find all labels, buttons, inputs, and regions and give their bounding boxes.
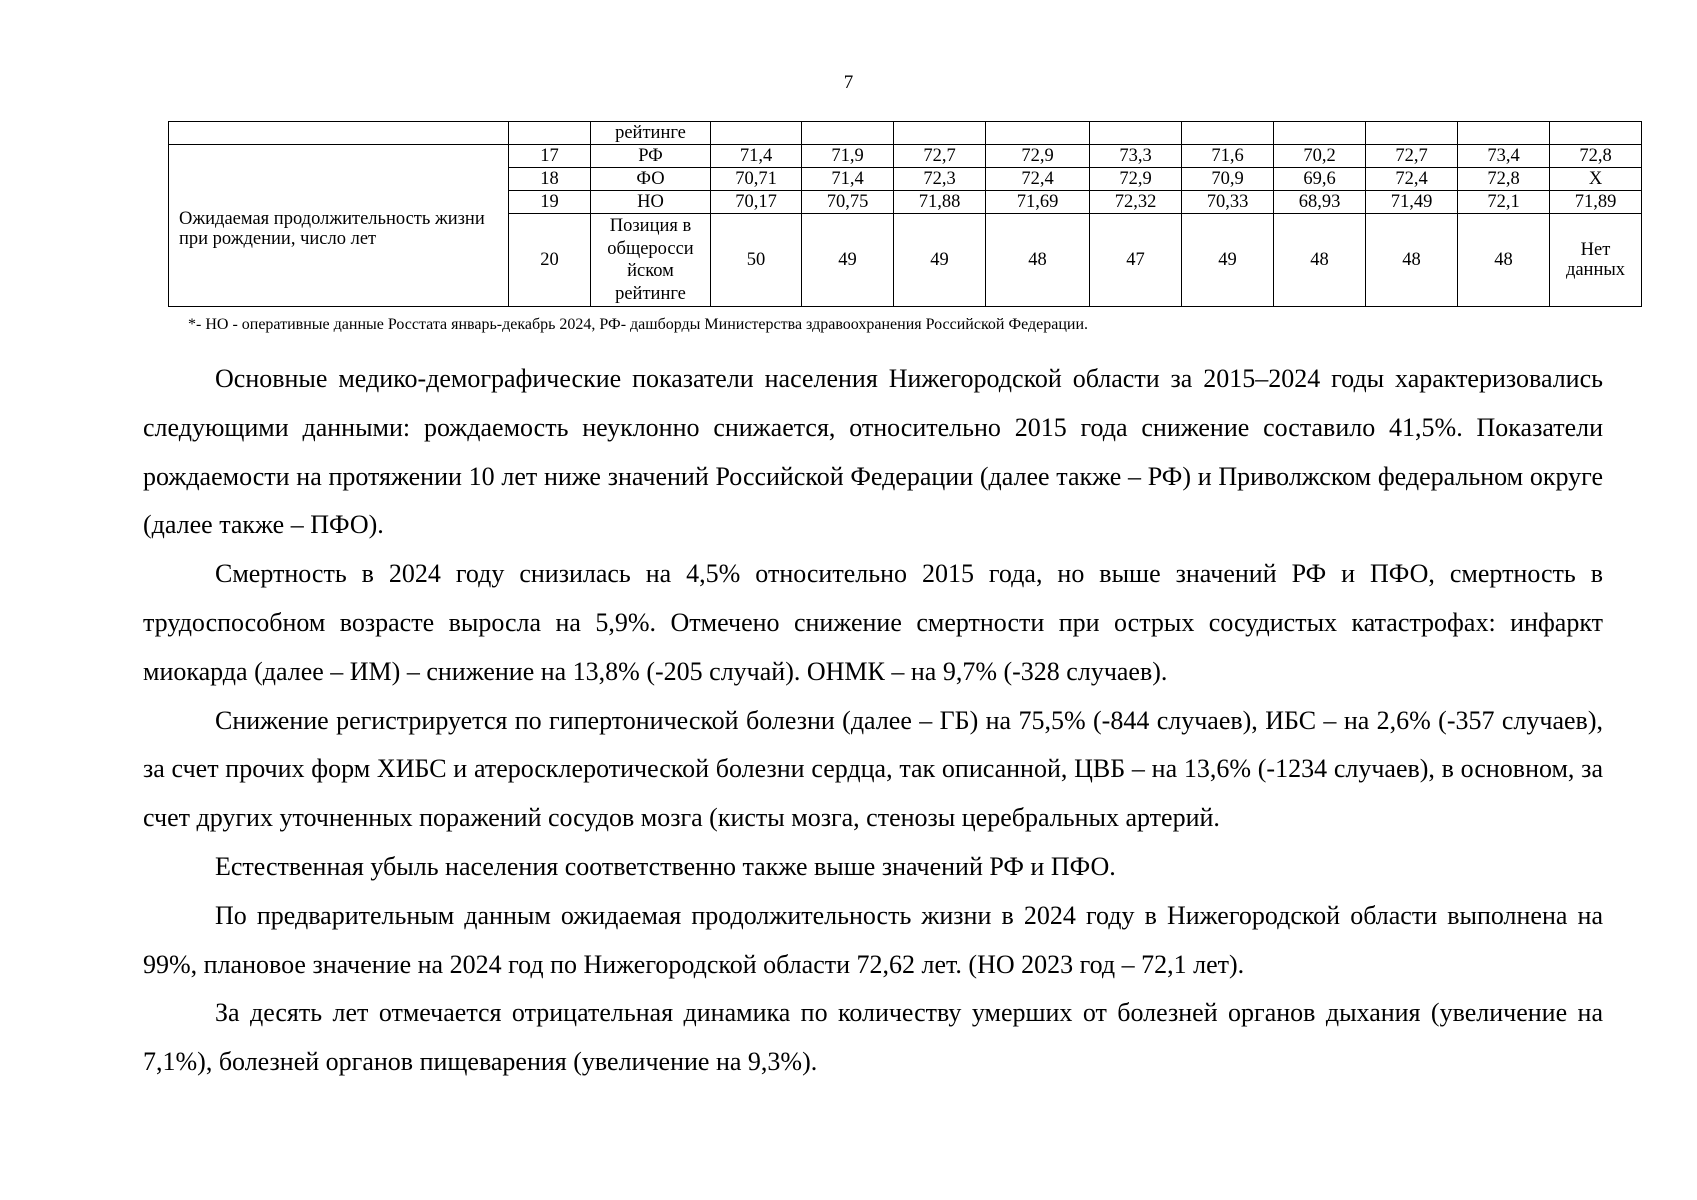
table-cell: 68,93: [1274, 191, 1366, 214]
paragraph: По предварительным данным ожидаемая продолжительность жизни в 2024 году в Нижегородской области выполнена на 99%, плановое значение на 2024 год по Нижегородской области 72,62 лет. (НО 2023 год – 72,1 лет).: [143, 900, 1603, 979]
paragraph: Основные медико-демографические показатели населения Нижегородской области за 2015–2024 годы характеризовались следующими данными: рождаемость неуклонно снижается, относительно 2015 года снижение составило 41,5%. Показатели рождаемости на протяжении 10 лет ниже значений Российской Федерации (далее также – РФ) и Приволжском федеральном округе (далее также – ПФО).: [143, 364, 1603, 540]
table-cell: 71,88: [894, 191, 986, 214]
table-cell: 48: [1274, 214, 1366, 307]
paragraph: Снижение регистрируется по гипертонической болезни (далее – ГБ) на 75,5% (-844 случаев), ИБС – на 2,6% (-357 случаев), за счет прочих форм ХИБС и атеросклеротической болезни сердца, так описанной, ЦВБ – на 13,6% (-1234 случаев), в основном, за счет других уточненных поражений сосудов мозга (кисты мозга, стенозы церебральных артерий.: [143, 705, 1603, 833]
row-label-line: Позиция в: [609, 216, 692, 236]
table-cell: 48: [1366, 214, 1458, 307]
table-cell: 70,33: [1182, 191, 1274, 214]
table-cell: [169, 122, 509, 145]
text-body: [143, 355, 1603, 1087]
table-cell: 48: [986, 214, 1090, 307]
row-label: [591, 214, 711, 307]
table-cell: 72,9: [986, 145, 1090, 168]
table-cell: рейтинге: [591, 122, 711, 145]
table-cell: 73,4: [1458, 145, 1550, 168]
table-cell: 72,4: [1366, 168, 1458, 191]
table-cell: 71,6: [1182, 145, 1274, 168]
paragraph: Естественная убыль населения соответственно также выше значений РФ и ПФО.: [215, 851, 1116, 881]
table-cell: 71,4: [711, 145, 802, 168]
table-cell: 49: [802, 214, 894, 307]
table-cell: 71,49: [1366, 191, 1458, 214]
table-cell: 72,1: [1458, 191, 1550, 214]
table-cell: 72,8: [1550, 145, 1642, 168]
row-label-line: йском: [627, 261, 674, 281]
table-footnote: *- НО - оперативные данные Росстата январь-декабрь 2024, РФ- дашборды Министерства здравоохранения Российской Федерации.: [188, 316, 1089, 333]
table-cell: 72,4: [986, 168, 1090, 191]
table-cell: 69,6: [1274, 168, 1366, 191]
row-label-line: общеросси: [607, 238, 694, 259]
table-cell: 72,32: [1090, 191, 1182, 214]
paragraph: За десять лет отмечается отрицательная динамика по количеству умерших от болезней органов дыхания (увеличение на 7,1%), болезней органов пищеварения (увеличение на 9,3%).: [143, 998, 1603, 1077]
table-cell: 49: [894, 214, 986, 307]
table-cell: 72,7: [1366, 145, 1458, 168]
table-cell: 49: [1182, 214, 1274, 307]
row-label: ФО: [591, 168, 711, 191]
table-cell: Х: [1550, 168, 1642, 191]
table-cell: 72,7: [894, 145, 986, 168]
table-cell: 71,89: [1550, 191, 1642, 214]
table-row: [169, 122, 1642, 145]
table-cell: 71,69: [986, 191, 1090, 214]
table-cell: 70,2: [1274, 145, 1366, 168]
page-number: 7: [843, 72, 854, 93]
row-number: 20: [509, 214, 591, 307]
table-cell: 70,17: [711, 191, 802, 214]
table-cell: 50: [711, 214, 802, 307]
row-number: 17: [509, 145, 591, 168]
table-cell: 73,3: [1090, 145, 1182, 168]
table-row: [169, 145, 1642, 168]
table-cell: 70,75: [802, 191, 894, 214]
row-number: 19: [509, 191, 591, 214]
table-cell: 72,8: [1458, 168, 1550, 191]
indicators-table: [168, 121, 1642, 307]
row-label: НО: [591, 191, 711, 214]
table-cell: 70,9: [1182, 168, 1274, 191]
table-cell: 71,9: [802, 145, 894, 168]
table-cell: [509, 122, 591, 145]
row-label-line: рейтинге: [615, 283, 686, 304]
table-cell: 48: [1458, 214, 1550, 307]
row-number: 18: [509, 168, 591, 191]
table-cell: 72,3: [894, 168, 986, 191]
table-cell: Нет данных: [1550, 214, 1642, 307]
table-cell: 71,4: [802, 168, 894, 191]
row-label: РФ: [591, 145, 711, 168]
table-cell: 72,9: [1090, 168, 1182, 191]
table-cell: 47: [1090, 214, 1182, 307]
paragraph: Смертность в 2024 году снизилась на 4,5% относительно 2015 года, но выше значений РФ и ПФО, смертность в трудоспособном возрасте выросла на 5,9%. Отмечено снижение смертности при острых сосудистых катастрофах: инфаркт миокарда (далее – ИМ) – снижение на 13,8% (-205 случай). ОНМК – на 9,7% (-328 случаев).: [143, 559, 1603, 686]
indicator-name: Ожидаемая продолжительность жизни при рождении, число лет: [169, 145, 509, 307]
table-cell: 70,71: [711, 168, 802, 191]
